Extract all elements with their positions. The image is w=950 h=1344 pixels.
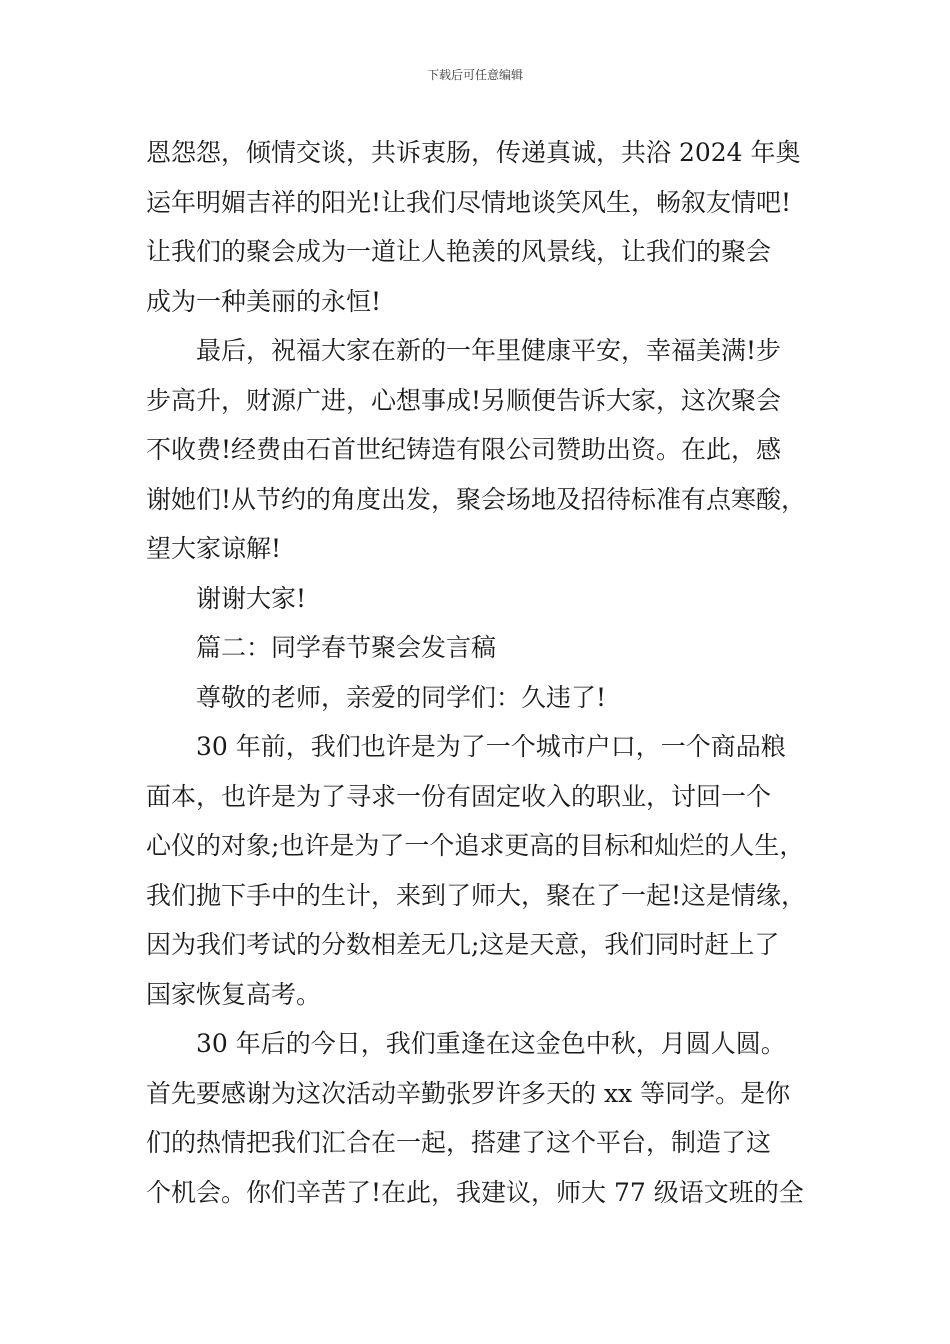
text-line: 面本，也许是为了寻求一份有固定收入的职业，讨回一个 [146,781,772,811]
salutation-line: 尊敬的老师，亲爱的同学们：久违了! [196,682,607,712]
page-header: 下载后可任意编辑 [426,68,523,82]
paragraph-start-line: 30 年后的今日，我们重逢在这金色中秋，月圆人圆。 [196,1029,786,1058]
paragraph-start-line: 谢谢大家! [196,583,307,613]
text-line: 望大家谅解! [146,534,282,563]
text-line: 谢她们!从节约的角度出发，聚会场地及招待标准有点寒酸， [146,484,807,514]
text-line: 恩怨怨，倾情交谈，共诉衷肠，传递真诚，共浴 2024 年奥 [146,138,801,167]
text-line: 步高升，财源广进，心想事成!另顺便告诉大家，这次聚会 [146,385,782,415]
text-line: 首先要感谢为这次活动辛勤张罗许多天的 xx 等同学。是你 [146,1078,791,1108]
text-line: 个机会。你们辛苦了!在此，我建议，师大 77 级语文班的全 [146,1177,804,1207]
text-line: 心仪的对象;也许是为了一个追求更高的目标和灿烂的人生， [146,831,805,860]
paragraph-start-line: 30 年前，我们也许是为了一个城市户口，一个商品粮 [196,732,786,761]
text-line: 因为我们考试的分数相差无几;这是天意，我们同时赶上了 [146,930,780,959]
text-line: 们的热情把我们汇合在一起，搭建了这个平台，制造了这 [146,1128,772,1157]
text-line: 运年明媚吉祥的阳光!让我们尽情地谈笑风生，畅叙友情吧! [146,187,792,217]
text-line: 不收费!经费由石首世纪铸造有限公司赞助出资。在此，感 [146,435,782,464]
text-line: 国家恢复高考。 [146,979,322,1009]
text-line: 我们抛下手中的生计，来到了师大，聚在了一起!这是情缘， [146,880,807,910]
text-line: 成为一种美丽的永恒! [146,286,382,316]
paragraph-start-line: 最后，祝福大家在新的一年里健康平安，幸福美满!步 [196,336,782,365]
text-line: 让我们的聚会成为一道让人艳羡的风景线，让我们的聚会 [146,237,772,266]
section-heading: 篇二：同学春节聚会发言稿 [196,633,497,662]
document-body [146,128,826,1217]
